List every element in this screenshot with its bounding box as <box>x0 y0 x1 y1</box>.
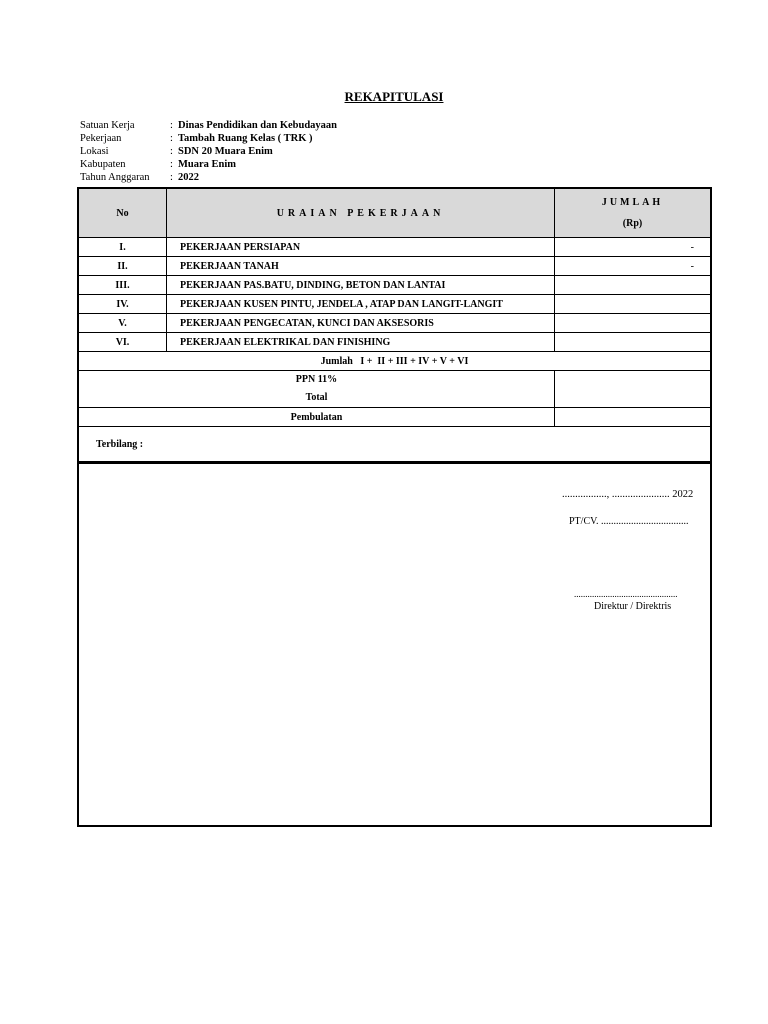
ppn-total-value <box>555 371 711 408</box>
row-number: VI. <box>79 333 167 352</box>
table-row <box>79 257 710 276</box>
pembulatan-value <box>555 408 711 427</box>
row-value: - <box>555 238 711 257</box>
info-row-kabupaten <box>80 158 337 171</box>
terbilang-row <box>79 427 710 462</box>
section-divider <box>79 462 710 464</box>
row-number: I. <box>79 238 167 257</box>
ppn-total-row <box>79 371 710 408</box>
row-description: PEKERJAAN PERSIAPAN <box>167 238 555 257</box>
info-row-satuan-kerja <box>80 119 337 132</box>
info-label: Kabupaten <box>80 159 126 170</box>
row-description: PEKERJAAN PAS.BATU, DINDING, BETON DAN LANTAI <box>167 276 555 295</box>
table-row <box>79 295 710 314</box>
row-description: PEKERJAAN PENGECATAN, KUNCI DAN AKSESORIS <box>167 314 555 333</box>
terbilang-label: Terbilang : <box>79 427 710 462</box>
header-jumlah-label: JUMLAH <box>601 197 664 208</box>
row-number: V. <box>79 314 167 333</box>
row-description: PEKERJAAN KUSEN PINTU, JENDELA , ATAP DAN LANGIT-LANGIT <box>167 295 555 314</box>
info-row-tahun-anggaran <box>80 171 337 184</box>
info-colon: : <box>170 120 173 131</box>
info-block <box>80 119 337 184</box>
row-number: II. <box>79 257 167 276</box>
info-value: 2022 <box>178 172 199 183</box>
table-row <box>79 238 710 257</box>
row-number: III. <box>79 276 167 295</box>
row-value <box>555 276 711 295</box>
header-uraian: URAIAN PEKERJAAN <box>167 189 555 238</box>
row-value <box>555 314 711 333</box>
row-description: PEKERJAAN TANAH <box>167 257 555 276</box>
row-value <box>555 333 711 352</box>
row-value: - <box>555 257 711 276</box>
document-title: REKAPITULASI <box>344 89 444 104</box>
info-row-pekerjaan <box>80 132 337 145</box>
table-row <box>79 314 710 333</box>
sum-row <box>79 352 710 371</box>
row-number: IV. <box>79 295 167 314</box>
header-no: No <box>79 189 167 238</box>
info-colon: : <box>170 133 173 144</box>
header-unit: (Rp) <box>622 218 643 229</box>
info-row-lokasi <box>80 145 337 158</box>
info-value: SDN 20 Muara Enim <box>178 146 273 157</box>
signature-date: ................., ...................... 2022 <box>562 489 694 500</box>
table-row <box>79 333 710 352</box>
recap-table <box>79 189 710 462</box>
info-label: Lokasi <box>80 146 109 157</box>
info-colon: : <box>170 146 173 157</box>
info-value: Dinas Pendidikan dan Kebudayaan <box>178 120 338 131</box>
info-colon: : <box>170 159 173 170</box>
info-colon: : <box>170 172 173 183</box>
ppn-total-labels <box>79 371 555 408</box>
row-value <box>555 295 711 314</box>
signature-line: .............................................. <box>574 589 678 599</box>
row-description: PEKERJAAN ELEKTRIKAL DAN FINISHING <box>167 333 555 352</box>
table-header-row <box>79 189 710 238</box>
signature-company: PT/CV. ................................... <box>569 516 689 527</box>
info-label: Tahun Anggaran <box>80 172 150 183</box>
ppn-label: PPN 11% <box>295 374 338 385</box>
sum-label: Jumlah I + II + III + IV + V + VI <box>79 352 710 371</box>
info-label: Satuan Kerja <box>80 120 135 131</box>
info-label: Pekerjaan <box>80 133 122 144</box>
info-value: Tambah Ruang Kelas ( TRK ) <box>178 133 313 144</box>
pembulatan-row <box>79 408 710 427</box>
table-row <box>79 276 710 295</box>
recap-frame <box>77 187 712 827</box>
info-value: Muara Enim <box>178 159 237 170</box>
signature-role: Direktur / Direktris <box>594 601 672 612</box>
pembulatan-label: Pembulatan <box>79 408 555 427</box>
header-jumlah <box>555 189 711 238</box>
total-label: Total <box>305 392 328 403</box>
